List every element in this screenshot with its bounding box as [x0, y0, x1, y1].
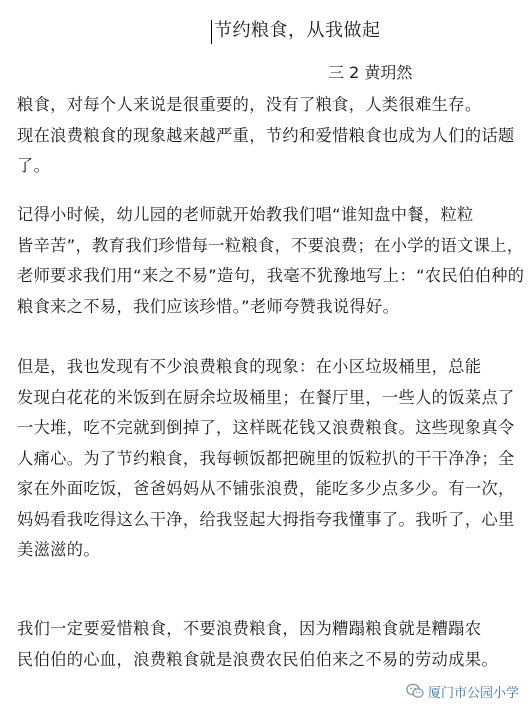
text-line: 人痛心。为了节约粮食，我每顿饭都把碗里的饭粒扒的干干净净；全 [17, 448, 515, 468]
text-line: 皆辛苦”，教育我们珍惜每一粒粮食，不要浪费；在小学的语文课上， [17, 235, 524, 255]
document-title: 节约粮食，从我做起 [214, 20, 381, 41]
text-cursor [211, 20, 212, 44]
text-line: 民伯伯的心血，浪费粮食就是浪费农民伯伯来之不易的劳动成果。 [17, 649, 499, 669]
paragraph-3 [17, 352, 517, 566]
text-line: 美滋滋的。 [17, 540, 100, 559]
text-line: 记得小时候，幼儿园的老师就开始教我们唱“谁知盘中餐，粒粒 [17, 205, 474, 224]
text-line: 粮食来之不易，我们应该珍惜。”老师夸赞我说得好。 [17, 296, 400, 316]
paragraph-4 [17, 614, 517, 675]
text-line: 一大堆，吃不完就到倒掉了，这样既花钱又浪费粮食。这些现象真令 [17, 418, 515, 437]
watermark [404, 679, 521, 703]
text-line: 老师要求我们用“来之不易”造句，我毫不犹豫地写上：“农民伯伯种的 [17, 266, 525, 285]
text-line: 现在浪费粮食的现象越来越严重，节约和爱惜粮食也成为人们的话题 [17, 125, 515, 145]
text-line: 我们一定要爱惜粮食，不要浪费粮食，因为糟蹋粮食就是糟蹋农 [17, 619, 482, 638]
text-line: 家在外面吃饭，爸爸妈妈从不铺张浪费，能吃多少点多少。有一次， [17, 479, 515, 498]
paragraph-2 [17, 200, 525, 322]
text-line: 妈妈看我吃得这么干净，给我竖起大拇指夸我懂事了。我听了，心里 [17, 509, 515, 529]
text-line: 发现白花花的米饭到在厨余垃圾桶里；在餐厅里，一些人的饭菜点了 [17, 387, 515, 407]
wechat-icon [406, 683, 424, 699]
text-line: 粮食，对每个人来说是很重要的，没有了粮食，人类很难生存。 [17, 95, 482, 114]
text-line: 了。 [17, 156, 51, 175]
text-line: 但是，我也发现有不少浪费粮食的现象：在小区垃圾桶里，总能 [17, 357, 482, 376]
paragraph-1 [17, 90, 517, 182]
author-byline: 三 2 黄玥然 [328, 63, 413, 82]
watermark-text: 厦门市公园小学 [427, 685, 519, 701]
